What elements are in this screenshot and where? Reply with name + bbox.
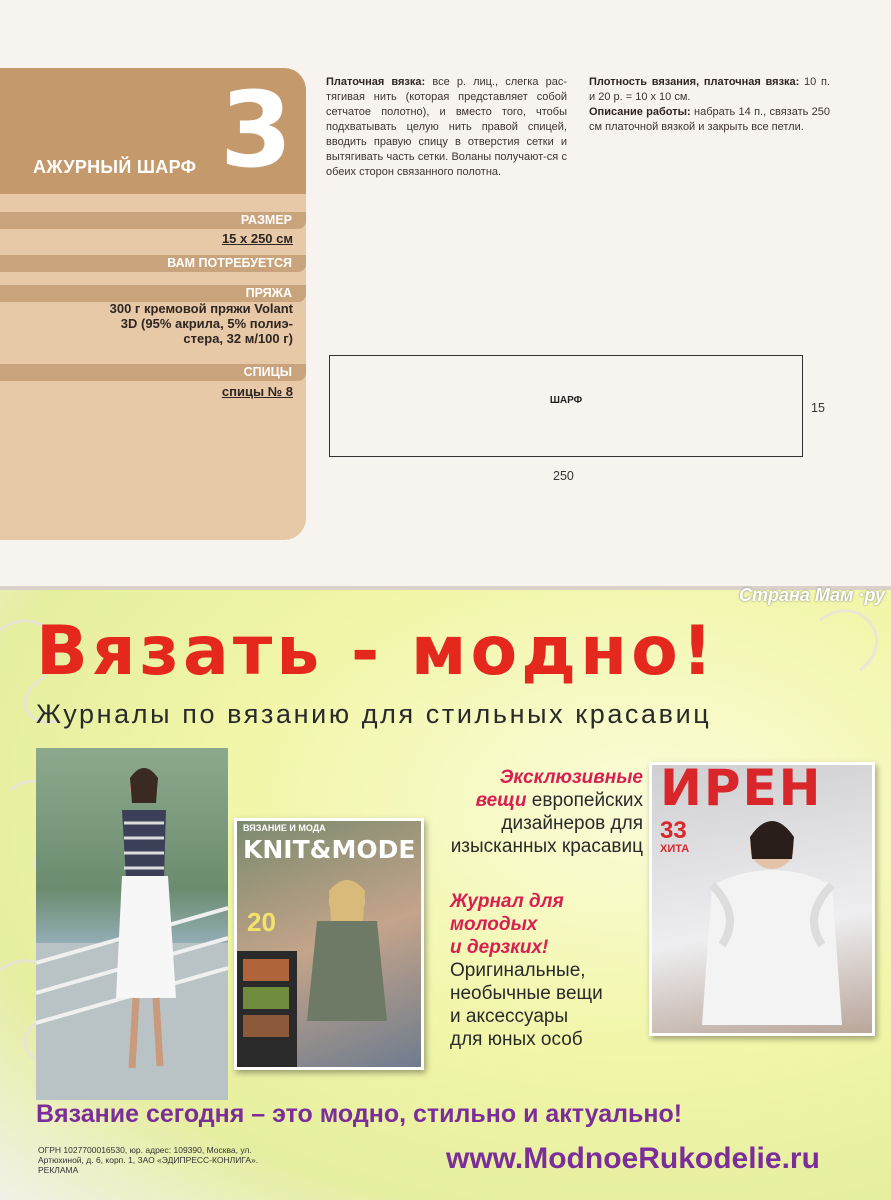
needles-label: СПИЦЫ (243, 365, 292, 379)
model-photo (36, 748, 228, 1100)
ad-url-link[interactable]: www.ModnoeRukodelie.ru (446, 1142, 820, 1175)
yarn-value: 300 г кремовой пряжи Volant 3D (95% акрила, 5% полиэ- стера, 32 м/100 г) (109, 301, 293, 346)
ad-slogan: Вязание сегодня – это модно, стильно и актуально! (36, 1100, 683, 1128)
ad-block-2: Журнал для молодых и дерзких! Оригинальные, необычные вещи и аксессуары для юных особ (450, 891, 603, 1050)
yarn-label-bar (0, 285, 306, 302)
size-label-bar (0, 212, 306, 229)
ad-block-1: Эксклюзивные вещи европейских дизайнеров для изысканных красавиц (450, 767, 643, 857)
needles-value: спицы № 8 (221, 384, 293, 399)
size-label: РАЗМЕР (240, 213, 292, 227)
pattern-number: 3 (220, 69, 293, 191)
pattern-page (0, 0, 891, 588)
ad-subtitle: Журналы по вязанию для стильных красавиц (36, 699, 712, 729)
yarn-label: ПРЯЖА (245, 286, 292, 300)
scheme-label: ШАРФ (549, 395, 583, 406)
mag1-count: 20 (247, 907, 276, 937)
need-label-bar (0, 255, 306, 272)
scarf-scheme (329, 355, 803, 457)
pattern-title: АЖУРНЫЙ ШАРФ (33, 157, 197, 177)
mag1-top: ВЯЗАНИЕ И МОДА (243, 823, 326, 833)
advertisement (0, 590, 891, 1200)
mag1-name: KNIT&MODE (243, 835, 416, 864)
gauge-and-work (589, 75, 830, 135)
mag1-cover-art-icon (237, 821, 421, 1067)
mag2-name: ИРЕН (660, 759, 823, 817)
need-label: ВАМ ПОТРЕБУЕТСЯ (167, 256, 292, 270)
work-text: Описание работы: набрать 14 п., связать 250 см платочной вязкой и закрыть все петли. (589, 106, 830, 133)
mag2-count: 33 (660, 817, 687, 844)
legal-text: ОГРН 1027700016530, юр. адрес: 109390, Москва, ул. Артюхиной, д. 6, корп. 1, ЗАО «ЭДИПРЕСС-КОНЛИГА». РЕКЛАМА (38, 1145, 259, 1175)
ad-title: Вязать - модно! (36, 612, 717, 691)
mag2-hits: ХИТА (660, 843, 690, 855)
watermark: Страна Мам ·ру (739, 585, 885, 605)
needles-label-bar (0, 364, 306, 381)
knit-mode-cover (234, 818, 424, 1070)
gauge-text: Плотность вязания, платочная вязка: 10 п. и 20 р. = 10 х 10 см. (589, 76, 830, 103)
scheme-width: 15 (811, 401, 825, 415)
stitch-instructions: Платочная вязка: все р. лиц., слегка рас-тягивая нить (которая представляет собой сетчатое полотно), и вместо того, чтобы подхватывать целую нить правой спицей, вводить правую спицу в отверстия сетки и вытягивать часть сетки. Воланы получают-ся с обеих сторон связанного полотна. (326, 76, 567, 178)
iren-cover (649, 759, 875, 1036)
size-value: 15 х 250 см (221, 231, 293, 246)
model-figure-icon (36, 748, 228, 1100)
scheme-length: 250 (553, 469, 574, 483)
